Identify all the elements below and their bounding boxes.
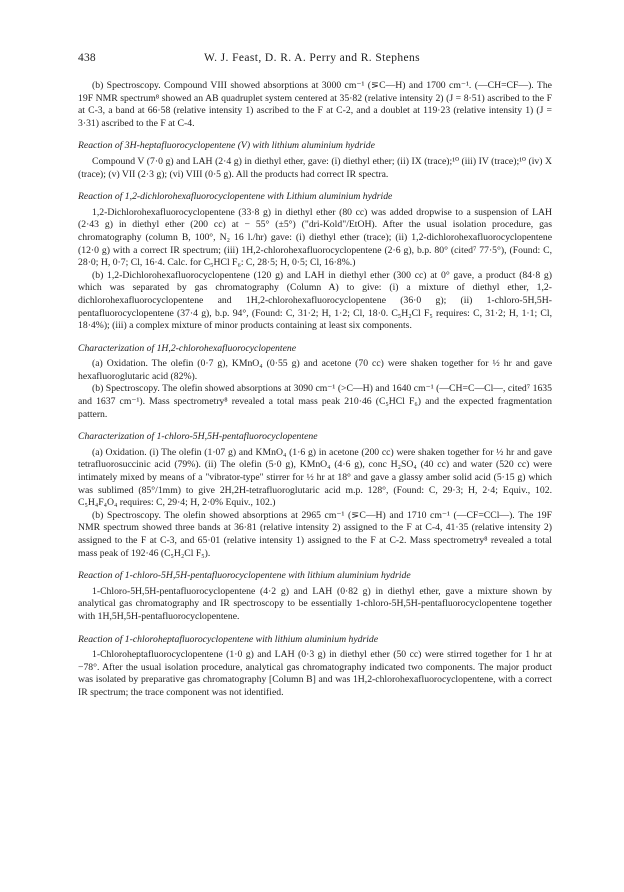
paragraph: Compound V (7·0 g) and LAH (2·4 g) in diethyl ether, gave: (i) diethyl ether; (ii) IX (trace);¹⁰ (iii) IV (trace);¹⁰ (iv) X (trace); (v) VII (2·3 g); (vi) VIII (0·5 g). All the products had correct IR spectra. bbox=[78, 155, 552, 180]
page-number: 438 bbox=[78, 52, 96, 64]
section-heading: Reaction of 1-chloro-5H,5H-pentafluorocyclopentene with lithium aluminium hydride bbox=[78, 570, 411, 582]
paragraph: (a) Oxidation. (i) The olefin (1·07 g) and KMnO₄ (1·6 g) in acetone (200 cc) were shaken together for ½ hr and gave tetrafluorosuccinic acid (79%). (ii) The olefin (5·0 g), KMnO₄ (4·6 g), conc H₂SO₄ (40 cc) and water (520 cc) were intimately mixed by means of a "vibrator-type" stirrer for ½ hr at 18° and gave a glassy amber solid acid (5·15 g) which was sublimed (85°/1mm) to give 2H,2H-tetrafluoroglutaric acid m.p. 128°, (Found: C, 29·3; H, 2·4; Equiv., 102. C₅H₄F₄O₄ requires: C, 29·4; H, 2·0% Equiv., 102.) bbox=[78, 446, 552, 509]
paragraph: 1-Chloroheptafluorocyclopentene (1·0 g) and LAH (0·3 g) in diethyl ether (50 cc) were stirred together for 1 hr at −78°. After the usual isolation procedure, analytical gas chromatography indicated two components. The major product was isolated by preparative gas chromatography [Column B] and was 1H,2-chlorohexafluorocyclopentene, with a correct IR spectrum; the trace component was not identified. bbox=[78, 649, 552, 698]
paragraph: (a) Oxidation. The olefin (0·7 g), KMnO₄ (0·55 g) and acetone (70 cc) were shaken together for ½ hr and gave hexafluoroglutaric acid (82%). bbox=[78, 358, 552, 382]
paragraph: (b) Spectroscopy. The olefin showed absorptions at 3090 cm⁻¹ (>C—H) and 1640 cm⁻¹ (—CH=C—Cl—, cited⁷ 1635 and 1637 cm⁻¹). Mass spectrometry⁸ revealed a total mass peak 210·46 (C₅HCl F₆) and the expected fragmentation pattern. bbox=[78, 383, 552, 420]
page-header bbox=[78, 52, 546, 68]
section-heading: Reaction of 3H-heptafluorocyclopentene (V) with lithium aluminium hydride bbox=[78, 140, 375, 152]
running-title: W. J. Feast, D. R. A. Perry and R. Stephens bbox=[203, 52, 421, 64]
paragraph: 1,2-Dichlorohexafluorocyclopentene (33·8 g) in diethyl ether (80 cc) was added dropwise to a suspension of LAH (2·43 g) in diethyl ether (200 cc) at − 55° (±5°) ("dri-Kold"/EtOH). After the usual isolation procedure, gas chromatography (column B, 100°, N₂ 16 l./hr) gave: (i) diethyl ether (trace); (ii) 1,2-dichlorohexafluorocyclopentene (12·0 g) with a correct IR spectrum; (iii) 1H,2-chlorohexafluorocyclopentene (2·6 g), b.p. 80° (cited⁷ 77·5°), (Found: C, 28·0; H, 0·7; Cl, 16·4. Calc. for C₅HCl F₆: C, 28·5; H, 0·5; Cl, 16·8%.) bbox=[78, 206, 552, 269]
article-body bbox=[78, 80, 552, 700]
section-heading: Reaction of 1-chloroheptafluorocyclopentene with lithium aluminium hydride bbox=[78, 633, 379, 645]
section-heading: Reaction of 1,2-dichlorohexafluorocyclopentene with Lithium aluminium hydride bbox=[78, 191, 393, 203]
paragraph: 1-Chloro-5H,5H-pentafluorocyclopentene (4·2 g) and LAH (0·82 g) in diethyl ether, gave a mixture shown by analytical gas chromatography and IR spectroscopy to be essentially 1-chloro-5H,5H-pentafluorocyclopentene together with 1H,5H,5H-pentafluorocyclopentene. bbox=[78, 585, 552, 622]
section-heading: Characterization of 1-chloro-5H,5H-pentafluorocyclopentene bbox=[78, 431, 318, 443]
paragraph: (b) Spectroscopy. The olefin showed absorptions at 2965 cm⁻¹ (⋝C—H) and 1710 cm⁻¹ (—CF=CCl—). The 19F NMR spectrum showed three bands at 36·81 (relative intensity 2) assigned to the F at C-4, 41·35 (relative intensity 2) assigned to the F at C-3, and 65·01 (relative intensity 1) assigned to the F at C-2. Mass spectrometry⁸ revealed a total mass peak of 192·46 (C₅H₂Cl F₅). bbox=[78, 509, 552, 559]
paragraph: (b) Spectroscopy. Compound VIII showed absorptions at 3000 cm⁻¹ (⋝C—H) and 1700 cm⁻¹. (—CH=CF—). The 19F NMR spectrum⁸ showed an AB quadruplet system centered at 35·82 (relative intensity 2) (J = 8·51) ascribed to the F at C-3, a band at 66·58 (relative intensity 1) ascribed to the F at C-2, and a doublet at 119·23 (relative intensity 1) (J = 3·31) ascribed to the F at C-4. bbox=[78, 80, 552, 129]
section-heading: Characterization of 1H,2-chlorohexafluorocyclopentene bbox=[78, 342, 297, 354]
paragraph: (b) 1,2-Dichlorohexafluorocyclopentene (120 g) and LAH in diethyl ether (300 cc) at 0° gave, a product (84·8 g) which was separated by gas chromatography (Column A) to give: (i) a mixture of diethyl ether, 1,2-dichlorohexafluorocyclopentene and 1H,2-chlorohexafluorocyclopentene (36·0 g); (ii) 1-chloro-5H,5H-pentafluorocyclopentene (37·4 g), b.p. 94°, (Found: C, 31·2; H, 1·2; Cl, 18·0. C₅H₂Cl F₅ requires: C, 31·2; H, 1·1; Cl, 18·4%); (iii) a complex mixture of minor products containing at least six components. bbox=[78, 269, 552, 332]
